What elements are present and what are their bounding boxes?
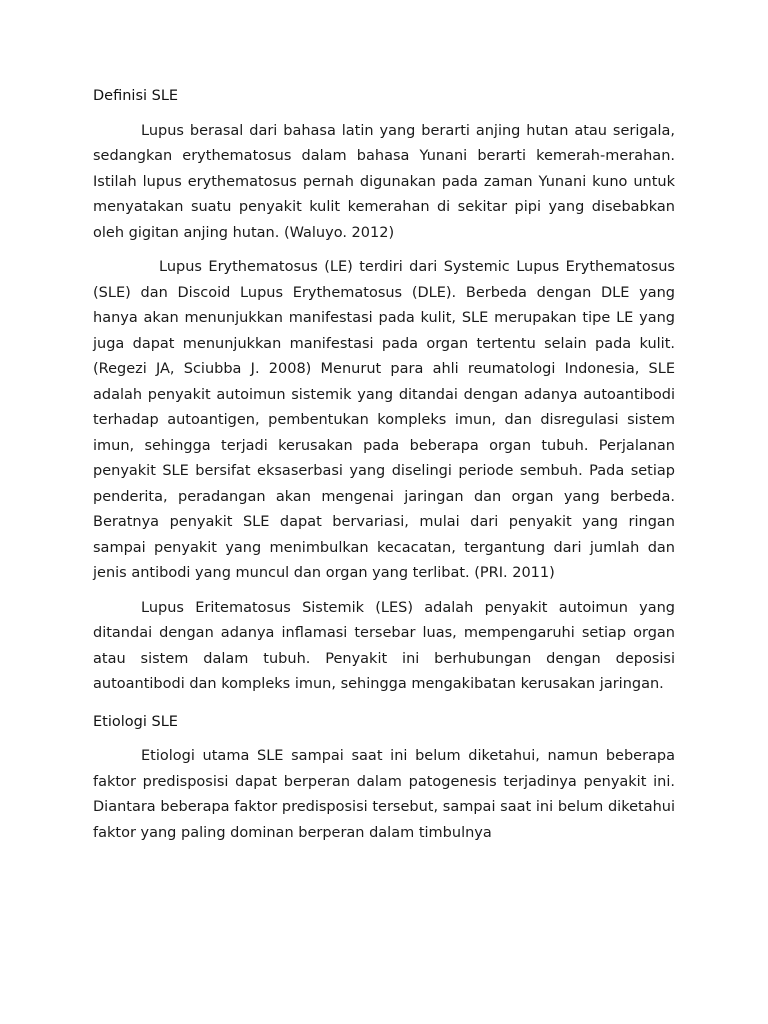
paragraph-lupus-origin: Lupus berasal dari bahasa latin yang berarti anjing hutan atau serigala, sedangkan erythematosus dalam bahasa Yunani berarti kemerah-merahan. Istilah lupus erythematosus pernah digunakan pada zaman Yunani kuno untuk menyatakan suatu penyakit kulit kemerahan di sekitar pipi yang disebabkan oleh gigitan anjing hutan. (Waluyo. 2012) bbox=[93, 122, 675, 241]
paragraph-etiologi: Etiologi utama SLE sampai saat ini belum diketahui, namun beberapa faktor predisposisi dapat berperan dalam patogenesis terjadinya penyakit ini. Diantara beberapa faktor predisposisi tersebut, sampai saat ini belum diketahui faktor yang paling dominan berperan dalam timbulnya bbox=[93, 748, 675, 841]
document-page bbox=[93, 84, 675, 846]
section-heading-etiologi: Etiologi SLE bbox=[93, 713, 178, 730]
section-heading-definisi: Definisi SLE bbox=[93, 88, 179, 104]
paragraph-le-types: Lupus Erythematosus (LE) terdiri dari Systemic Lupus Erythematosus (SLE) dan Discoid Lupus Erythematosus (DLE). Berbeda dengan DLE yang hanya akan menunjukkan manifestasi pada kulit, SLE merupakan tipe LE yang juga dapat menunjukkan manifestasi pada organ tertentu selain pada kulit. (Regezi JA, Sciubba J. 2008) Menurut para ahli reumatologi Indonesia, SLE adalah penyakit autoimun sistemik yang ditandai dengan adanya autoantibodi terhadap autoantigen, pembentukan kompleks imun, dan disregulasi sistem imun, sehingga terjadi kerusakan pada beberapa organ tubuh. Perjalanan penyakit SLE bersifat eksaserbasi yang diselingi periode sembuh. Pada setiap penderita, peradangan akan mengenai jaringan dan organ yang berbeda. Beratnya penyakit SLE dapat bervariasi, mulai dari penyakit yang ringan sampai penyakit yang menimbulkan kecacatan, tergantung dari jumlah dan jenis antibodi yang muncul dan organ yang terlibat. (PRI. 2011) bbox=[93, 259, 675, 581]
paragraph-les-definition: Lupus Eritematosus Sistemik (LES) adalah penyakit autoimun yang ditandai dengan adanya inflamasi tersebar luas, mempengaruhi setiap organ atau sistem dalam tubuh. Penyakit ini berhubungan dengan deposisi autoantibodi dan kompleks imun, sehingga mengakibatan kerusakan jaringan. bbox=[93, 599, 675, 692]
